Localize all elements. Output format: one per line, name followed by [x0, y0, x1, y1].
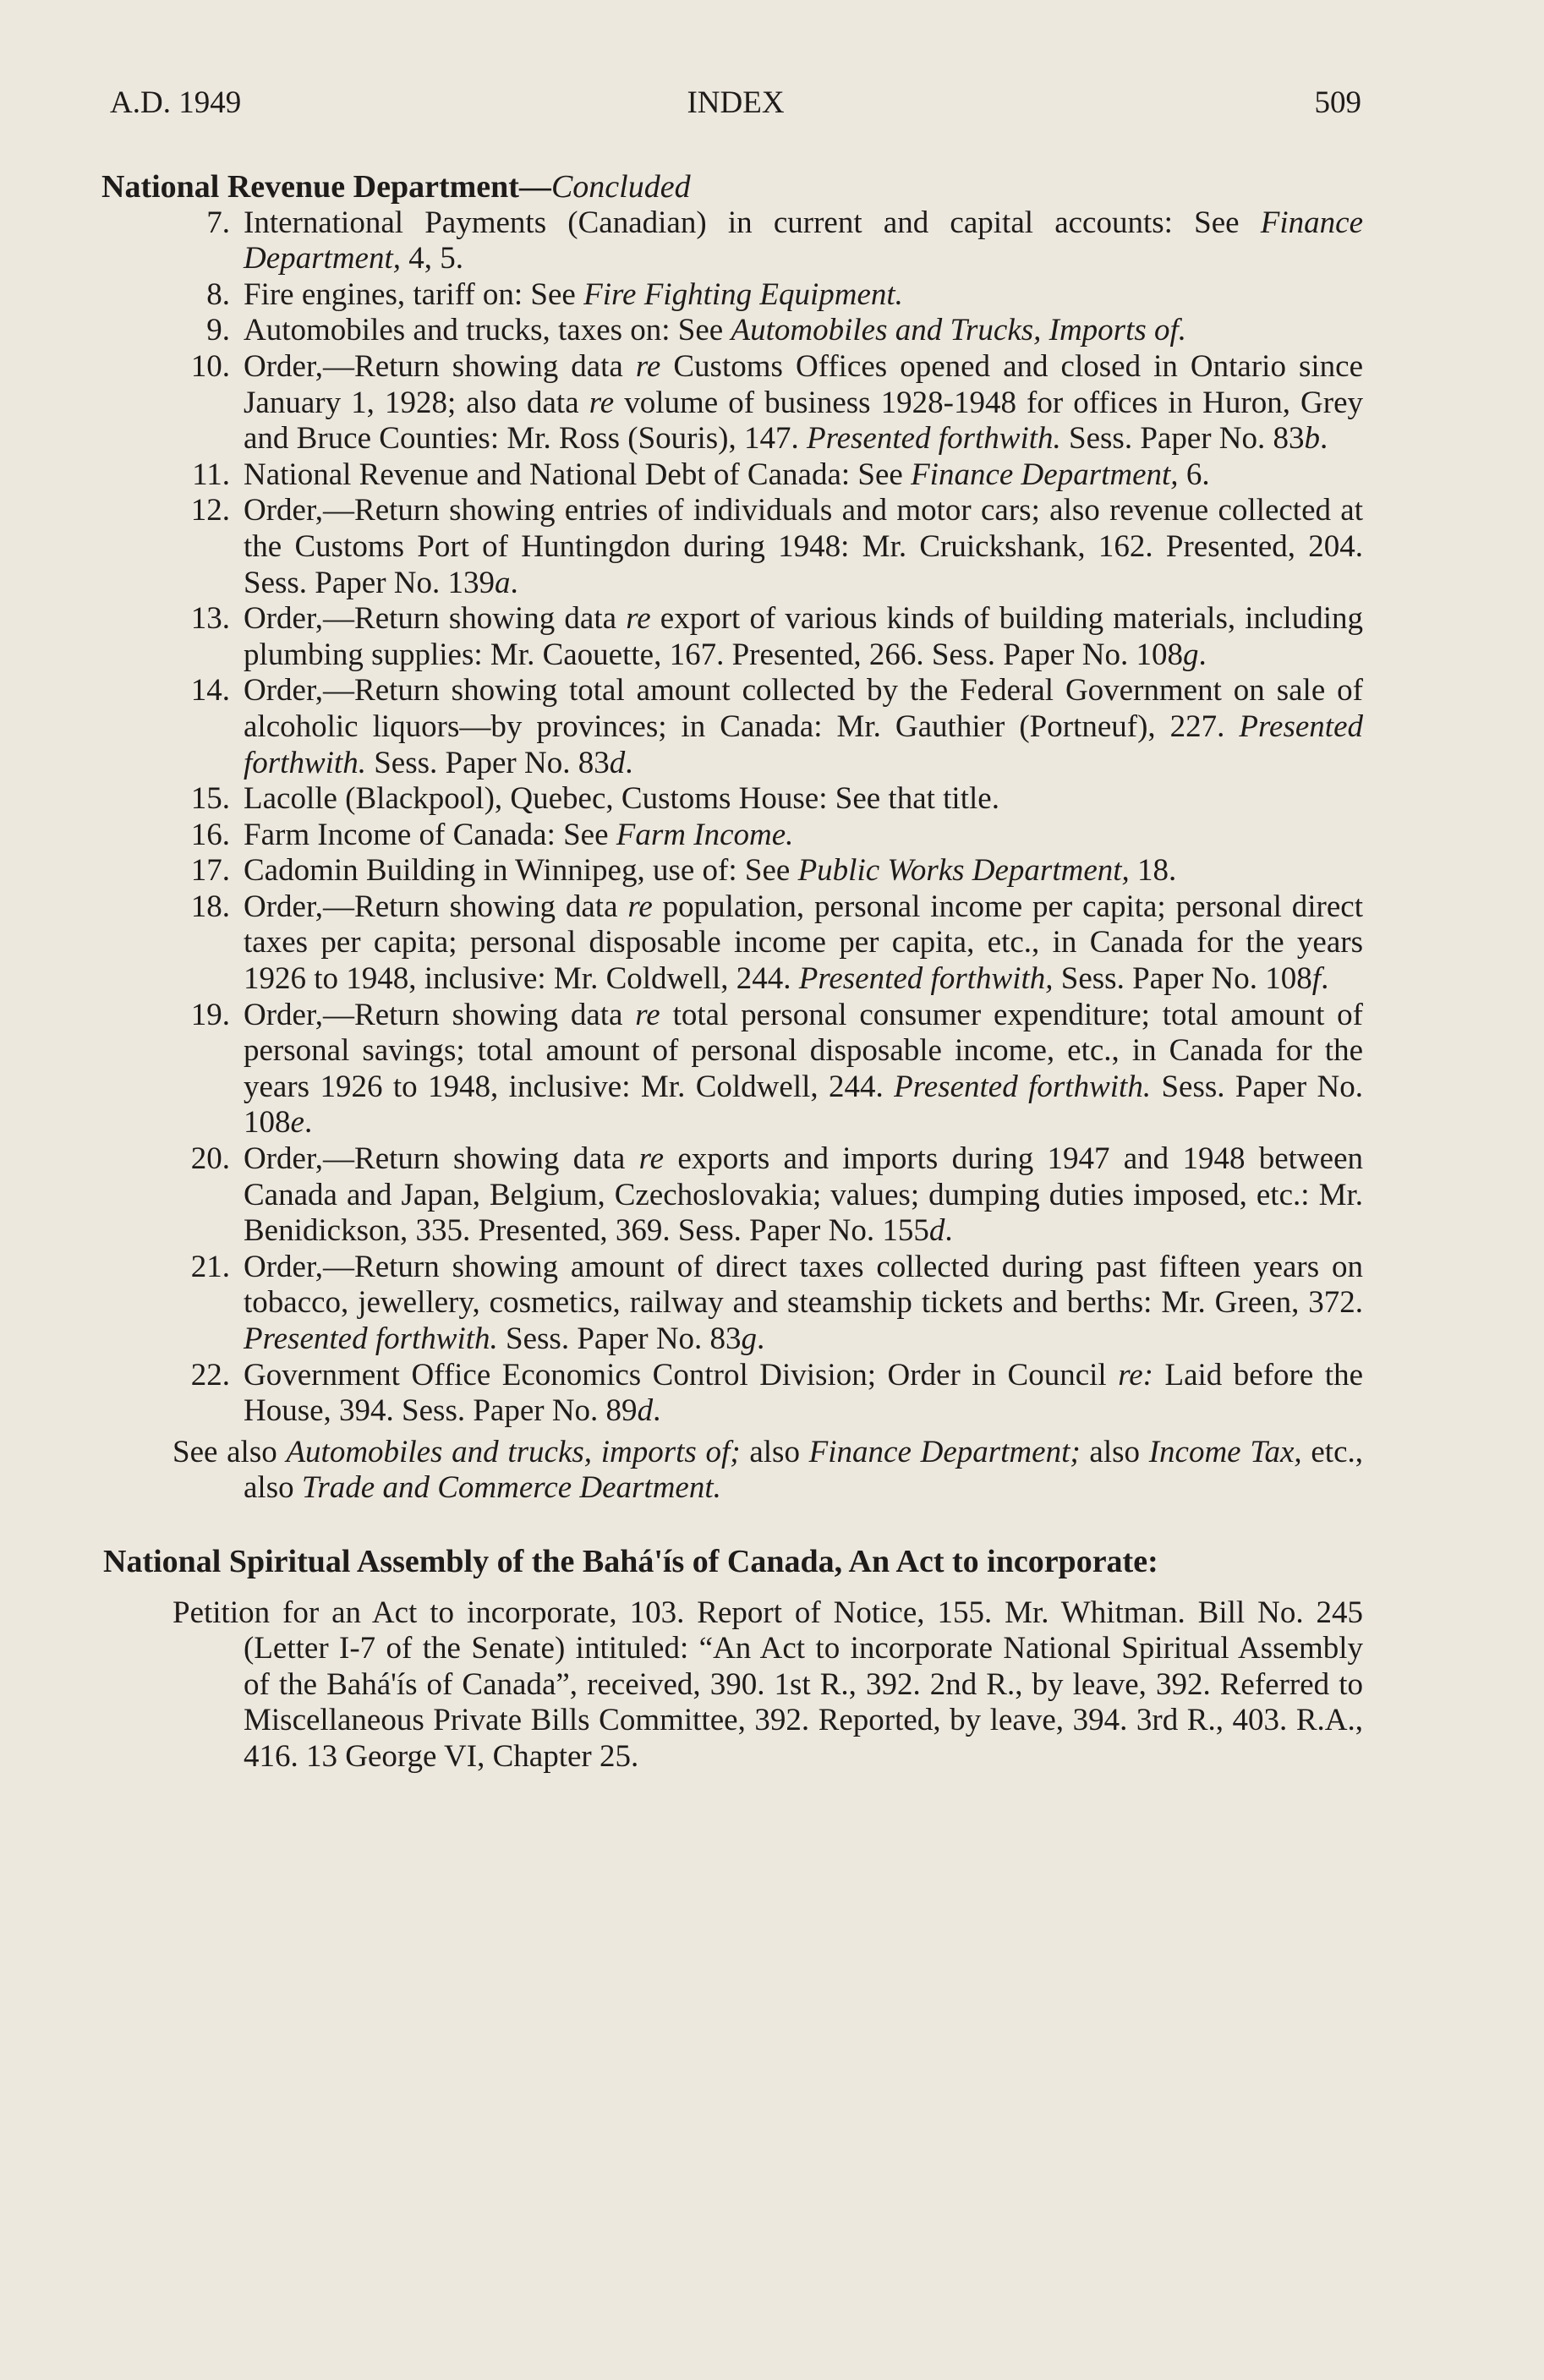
index-entry: [101, 818, 1363, 854]
index-entry: [101, 601, 1363, 673]
italic-text: Presented forthwith.: [894, 1069, 1152, 1104]
entry-number: 8.: [206, 276, 230, 312]
italic-text: g: [741, 1321, 758, 1356]
entry-number: 16.: [190, 817, 230, 852]
section-heading-national-revenue: [101, 169, 1363, 205]
entry-text: Sess. Paper No. 108: [244, 1069, 1364, 1141]
italic-text: re:: [1118, 1357, 1153, 1392]
entry-number: 21.: [190, 1249, 230, 1284]
entry-text: Sess. Paper No. 83: [365, 745, 610, 780]
entry-text: Sess. Paper No. 108: [1053, 961, 1312, 997]
entry-text: Order,—Return showing total amount collected by the Federal Government on sale of alcoholic liquors—by provinces; in Canada: Mr. Gauthier (Portneuf), 227.: [244, 673, 1363, 744]
entry-number: 18.: [190, 889, 230, 924]
index-entry: [101, 853, 1363, 889]
italic-text: Farm Income.: [616, 817, 794, 852]
entry-text: Lacolle (Blackpool), Quebec, Customs House: See that title.: [244, 781, 999, 817]
index-entry: [101, 349, 1363, 457]
entry-text: .: [757, 1321, 765, 1356]
italic-text: Presented forthwith,: [798, 961, 1054, 997]
italic-text: re: [627, 889, 653, 924]
entry-number: 7.: [206, 205, 230, 240]
italic-text: d: [637, 1393, 654, 1429]
entry-text: Order,—Return showing data: [244, 997, 636, 1032]
entry-text: Order,—Return showing data: [244, 348, 636, 384]
index-entry: [101, 457, 1363, 494]
entry-text: Fire engines, tariff on: See: [244, 276, 584, 312]
entry-text: Cadomin Building in Winnipeg, use of: See: [244, 853, 798, 889]
entry-number: 15.: [190, 781, 230, 817]
heading-text: National Revenue Department—: [101, 169, 551, 205]
entry-text: 4, 5.: [401, 241, 463, 276]
header-page-number: 509: [1314, 85, 1361, 120]
entry-number: 9.: [206, 313, 230, 348]
italic-text: Automobiles and trucks, imports of;: [286, 1434, 741, 1469]
entry-text: .: [510, 565, 518, 600]
header-year: A.D. 1949: [110, 85, 242, 120]
see-also-entry: [101, 1435, 1363, 1507]
entry-text: See also: [172, 1434, 287, 1469]
entry-number: 19.: [190, 997, 230, 1032]
heading-continuation: Concluded: [550, 169, 691, 205]
italic-text: Finance Department,: [911, 457, 1179, 492]
italic-text: Finance Department,: [244, 205, 1363, 276]
entry-number: 14.: [190, 673, 230, 709]
entry-text: Automobiles and trucks, taxes on: See: [244, 313, 731, 348]
entry-text: Customs Offices opened and closed in Ontario since January 1, 1928; also data: [244, 348, 1363, 420]
entry-text: 6.: [1178, 457, 1210, 492]
italic-text: d: [928, 1213, 945, 1249]
entry-text: Laid before the House, 394. Sess. Paper No. 89: [244, 1357, 1363, 1429]
index-content: [101, 169, 1363, 1775]
italic-text: re: [589, 385, 615, 420]
italic-text: Automobiles and Trucks, Imports of.: [731, 313, 1187, 348]
entry-text: .: [1198, 637, 1207, 672]
header-title: INDEX: [687, 85, 785, 120]
index-entry: [101, 277, 1363, 314]
italic-text: Trade and Commerce Deartment.: [301, 1470, 721, 1506]
entry-number: 22.: [190, 1357, 230, 1392]
italic-text: Presented forthwith.: [244, 1321, 498, 1356]
italic-text: Income Tax,: [1148, 1434, 1302, 1469]
italic-text: Public Works Department,: [797, 853, 1130, 889]
index-entry: [101, 998, 1363, 1141]
italic-text: Presented forthwith.: [244, 709, 1363, 780]
entry-number: 11.: [192, 457, 230, 492]
entry-text: Order,—Return showing data: [244, 601, 627, 637]
italic-text: g: [1182, 637, 1199, 672]
page-header: [110, 85, 1361, 135]
entry-text: Sess. Paper No. 83: [1060, 421, 1305, 457]
index-entry: [101, 1250, 1363, 1358]
section-bahai-act: [101, 1544, 1363, 1775]
entry-text: export of various kinds of building materials, including plumbing supplies: Mr. Caouette, 167. Presented, 266. Sess. Paper No. 108: [244, 601, 1363, 672]
entry-text: .: [944, 1213, 953, 1249]
italic-text: d: [609, 745, 626, 780]
entry-text: Order,—Return showing data: [244, 1141, 639, 1177]
entry-text: Farm Income of Canada: See: [244, 817, 616, 852]
entry-text: Order,—Return showing amount of direct taxes collected during past fifteen years on tobacco, jewellery, cosmetics, railway and steamship tickets and berths: Mr. Green, 372.: [244, 1249, 1363, 1321]
entry-text: .: [625, 745, 633, 780]
index-entry: [101, 781, 1363, 818]
index-entry: [101, 1141, 1363, 1250]
italic-text: e: [290, 1105, 304, 1141]
italic-text: re: [638, 1141, 665, 1177]
index-entry: [101, 673, 1363, 781]
entry-text: .: [1320, 421, 1328, 457]
entry-text: .: [653, 1393, 661, 1429]
entry-text: 18.: [1129, 853, 1177, 889]
italic-text: b: [1304, 421, 1321, 457]
italic-text: Presented forthwith.: [806, 421, 1061, 457]
entry-text: International Payments (Canadian) in current and capital accounts: See: [244, 205, 1261, 240]
entry-text: Order,—Return showing data: [244, 889, 628, 924]
entry-text: Government Office Economics Control Division; Order in Council: [244, 1357, 1119, 1392]
entry-text: Sess. Paper No. 83: [497, 1321, 742, 1356]
section-heading-bahai-act: National Spiritual Assembly of the Bahá'ís of Canada, An Act to incorporate:: [103, 1543, 1158, 1579]
entry-text: Order,—Return showing entries of individuals and motor cars; also revenue collected at the Customs Port of Huntingdon during 1948: Mr. Cruickshank, 162. Presented, 204. Sess. Paper No. 139: [244, 493, 1363, 600]
entry-number: 13.: [190, 601, 230, 637]
index-entry-list: [101, 205, 1363, 1430]
entry-number: 17.: [190, 853, 230, 889]
entry-text: also: [740, 1434, 809, 1469]
entry-text: National Revenue and National Debt of Canada: See: [244, 457, 912, 492]
entry-text: exports and imports during 1947 and 1948 between Canada and Japan, Belgium, Czechoslovakia; values; dumping duties imposed, etc.: Mr. Benidickson, 335. Presented, 369. Sess. Paper No. 155: [244, 1141, 1364, 1249]
index-entry: [101, 493, 1363, 601]
index-entry: [101, 313, 1363, 349]
italic-text: re: [635, 997, 660, 1032]
entry-text: volume of business 1928-1948 for offices in Huron, Grey and Bruce Counties: Mr. Ross (Souris), 147.: [244, 385, 1363, 457]
entry-text: .: [304, 1105, 313, 1141]
index-entry: [101, 205, 1363, 277]
entry-number: 10.: [190, 348, 230, 384]
entry-text: also: [1080, 1434, 1149, 1469]
index-entry: [101, 1358, 1363, 1430]
italic-text: re: [626, 601, 651, 637]
entry-text: total personal consumer expenditure; total amount of personal savings; total amount of personal disposable income, etc., in Canada for the years 1926 to 1948, inclusive: Mr. Coldwell, 244.: [244, 997, 1363, 1104]
entry-text: population, personal income per capita; personal direct taxes per capita; personal disposable income per capita, etc., in Canada for the years 1926 to 1948, inclusive: Mr. Coldwell, 244.: [244, 889, 1363, 997]
italic-text: a: [495, 565, 511, 600]
italic-text: f: [1311, 961, 1322, 997]
entry-text: etc., also: [244, 1434, 1364, 1506]
italic-text: re: [635, 348, 661, 384]
petition-entry: Petition for an Act to incorporate, 103. Report of Notice, 155. Mr. Whitman. Bill No. 245 (Letter I-7 of the Senate) intituled: “An Act to incorporate National Spiritual Assembly of the Bahá'ís of Canada”, received, 390. 1st R., 392. 2nd R., by leave, 392. Referred to Miscellaneous Private Bills Committee, 392. Reported, by leave, 394. 3rd R., 403. R.A., 416. 13 George VI, Chapter 25.: [172, 1595, 1363, 1774]
entry-number: 12.: [190, 493, 230, 528]
entry-text: .: [1321, 961, 1329, 997]
italic-text: Fire Fighting Equipment.: [583, 276, 903, 312]
index-entry: [101, 889, 1363, 998]
entry-number: 20.: [190, 1141, 230, 1177]
italic-text: Finance Department;: [808, 1434, 1081, 1469]
